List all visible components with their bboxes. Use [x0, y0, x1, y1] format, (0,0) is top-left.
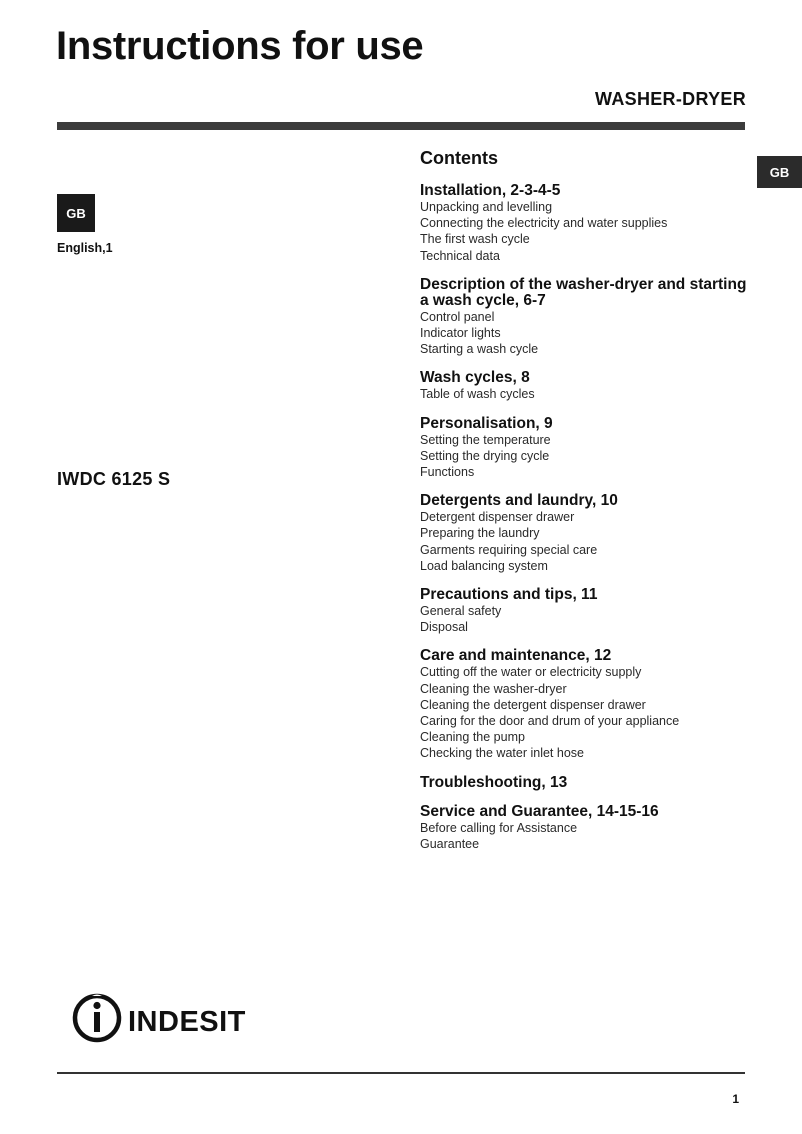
toc-item[interactable]: Disposal: [420, 620, 468, 635]
logo-wordmark: INDESIT: [128, 1006, 246, 1038]
toc-section: [420, 587, 750, 635]
toc-item[interactable]: Connecting the electricity and water supplies: [420, 216, 668, 231]
contents-heading: Contents: [420, 148, 498, 168]
toc-item[interactable]: Cleaning the detergent dispenser drawer: [420, 697, 646, 712]
toc-item[interactable]: Guarantee: [420, 836, 480, 851]
language-badge: GB: [57, 194, 95, 232]
toc-item[interactable]: Technical data: [420, 248, 500, 263]
toc-item[interactable]: Garments requiring special care: [420, 542, 598, 557]
toc-item[interactable]: Checking the water inlet hose: [420, 746, 584, 761]
toc-item[interactable]: Table of wash cycles: [420, 387, 535, 402]
toc-section-title[interactable]: Description of the washer-dryer and starting a wash cycle, 6-7: [420, 275, 747, 309]
toc-section: [420, 775, 750, 791]
toc-section-title[interactable]: Precautions and tips, 11: [420, 586, 598, 604]
toc-section: [420, 277, 750, 358]
toc-item[interactable]: Load balancing system: [420, 558, 548, 573]
page-title: Instructions for use: [56, 24, 424, 68]
toc-section: [420, 183, 750, 264]
indesit-logo: [70, 990, 270, 1046]
toc-section-title[interactable]: Care and maintenance, 12: [420, 647, 612, 665]
indesit-i-logo-icon: [70, 990, 270, 1046]
header-rule: [57, 122, 745, 130]
model-name: IWDC 6125 S: [57, 469, 171, 489]
toc-section-title[interactable]: Installation, 2-3-4-5: [420, 182, 561, 199]
toc-section-title[interactable]: Wash cycles, 8: [420, 369, 530, 387]
toc-item[interactable]: Indicator lights: [420, 326, 501, 341]
toc-section: [420, 416, 750, 481]
toc-item[interactable]: Cutting off the water or electricity supply: [420, 665, 642, 680]
toc-item[interactable]: The first wash cycle: [420, 232, 530, 247]
toc-item[interactable]: General safety: [420, 604, 502, 619]
toc-section-title[interactable]: Troubleshooting, 13: [420, 773, 568, 791]
toc-section-title[interactable]: Service and Guarantee, 14-15-16: [420, 802, 659, 820]
toc-section-title[interactable]: Detergents and laundry, 10: [420, 492, 618, 510]
footer-rule: [57, 1072, 745, 1074]
toc-section: [420, 493, 750, 574]
toc-item[interactable]: Unpacking and levelling: [420, 200, 553, 214]
toc-item[interactable]: Preparing the laundry: [420, 526, 540, 541]
toc-item[interactable]: Before calling for Assistance: [420, 820, 578, 835]
toc-item[interactable]: Setting the temperature: [420, 432, 551, 447]
toc-section: [420, 370, 750, 402]
toc-section: [420, 804, 750, 852]
page-number: 1: [732, 1092, 739, 1106]
toc-item[interactable]: Caring for the door and drum of your appliance: [420, 714, 680, 729]
document-type: WASHER-DRYER: [595, 89, 746, 109]
toc-item[interactable]: Cleaning the washer-dryer: [420, 681, 567, 696]
toc-item[interactable]: Cleaning the pump: [420, 730, 525, 745]
toc-item[interactable]: Functions: [420, 465, 475, 480]
language-link[interactable]: English,1: [57, 241, 113, 255]
language-side-tab: GB: [757, 156, 802, 188]
toc-item[interactable]: Starting a wash cycle: [420, 342, 539, 357]
toc-section-title[interactable]: Personalisation, 9: [420, 414, 553, 432]
toc-item[interactable]: Setting the drying cycle: [420, 448, 550, 463]
toc-item[interactable]: Control panel: [420, 309, 495, 324]
toc-item[interactable]: Detergent dispenser drawer: [420, 510, 575, 525]
toc-section: [420, 648, 750, 761]
table-of-contents: [420, 183, 750, 865]
